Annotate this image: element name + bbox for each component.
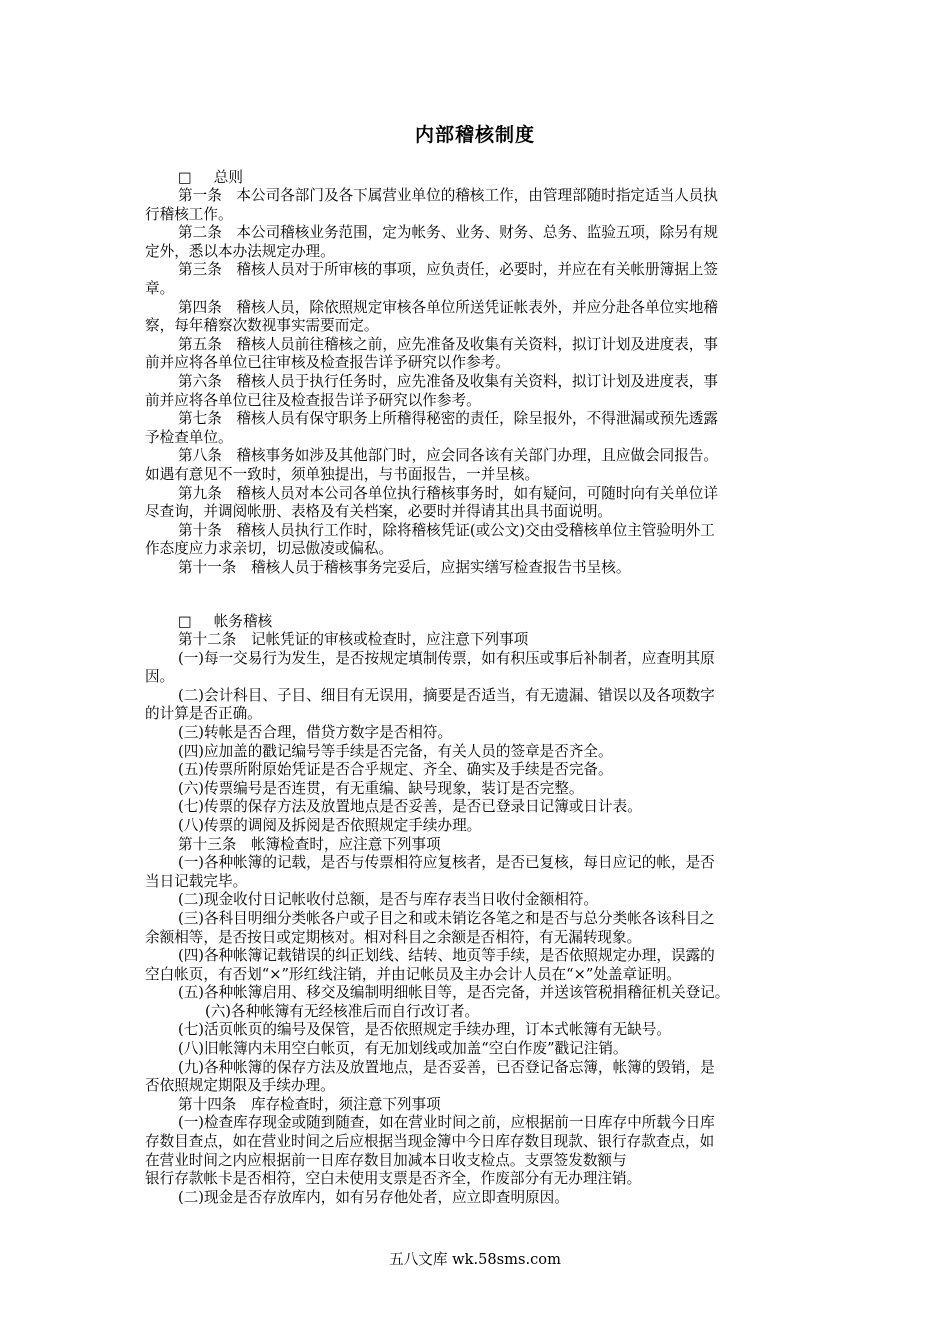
section-accounting-audit bbox=[145, 612, 810, 1207]
section-heading-text: 总则 bbox=[213, 169, 243, 186]
section-heading-accounting bbox=[145, 612, 810, 631]
article-line: 第八条 稽核事务如涉及其他部门时，应会同各该有关部门办理，且应做会同报告。 bbox=[178, 447, 718, 465]
item-line: (二)现金是否存放库内，如有另存他处者，应立即查明原因。 bbox=[178, 1188, 569, 1206]
article-line: 第二条 本公司稽核业务范围，定为帐务、业务、财务、总务、监验五项，除另有规 bbox=[178, 224, 718, 242]
checkbox-square-icon: □ bbox=[178, 613, 192, 630]
article-line: 第九条 稽核人员对本公司各单位执行稽核事务时，如有疑问，可随时向有关单位详 bbox=[178, 484, 718, 502]
item-line: (三)各科目明细分类帐各户或子目之和或未销讫各笔之和是否与总分类帐各该科目之 bbox=[178, 909, 715, 927]
article-line: 第三条 稽核人员对于所审核的事项，应负责任，必要时，并应在有关帐册簿据上签 bbox=[178, 261, 718, 279]
section-heading-text: 帐务稽核 bbox=[213, 613, 273, 630]
item-line: 存数目查点，如在营业时间之后应根据当现金簿中今日库存数目现款、银行存款查点，如 bbox=[145, 1133, 715, 1151]
article-line: 予检查单位。 bbox=[145, 428, 233, 446]
item-line: (九)各种帐簿的保存方法及放置地点，是否妥善，已否登记备忘簿，帐簿的毁销，是 bbox=[178, 1058, 715, 1076]
article-line: 前并应将各单位已往及检查报告详予研究以作参考。 bbox=[145, 391, 481, 409]
section-heading-general bbox=[145, 168, 810, 187]
item-line: (八)传票的调阅及拆阅是否依照规定手续办理。 bbox=[178, 816, 482, 834]
article-line: 第六条 稽核人员于执行任务时，应先准备及收集有关资料，拟订计划及进度表，事 bbox=[178, 372, 718, 390]
article-line: 第十二条 记帐凭证的审核或检查时，应注意下列事项 bbox=[178, 631, 529, 648]
item-line: 银行存款帐卡是否相符，空白未使用支票是否齐全，作废部分有无办理注销。 bbox=[145, 1170, 642, 1188]
article-line: 第七条 稽核人员有保守职务上所稽得秘密的责任，除呈报外，不得泄漏或预先透露 bbox=[178, 410, 718, 428]
item-line: (一)检查库存现金或随到随查，如在营业时间之前，应根据前一日库存中所载今日库 bbox=[178, 1114, 715, 1132]
item-line: (四)各种帐簿记载错误的纠正划线、结转、地页等手续，是否依照规定办理，误露的 bbox=[178, 947, 715, 965]
item-line: (二)会计科目、子目、细目有无误用，摘要是否适当，有无遗漏、错误以及各项数字 bbox=[178, 686, 715, 704]
item-line: (二)现金收付日记帐收付总额，是否与库存表当日收付金额相符。 bbox=[178, 891, 599, 909]
article-line: 察，每年稽察次数视事实需要而定。 bbox=[145, 317, 379, 335]
article-line: 第十三条 帐簿检查时，应注意下列事项 bbox=[178, 835, 441, 853]
item-line: (一)每一交易行为发生，是否按规定填制传票，如有积压或事后补制者，应查明其原 bbox=[178, 649, 715, 667]
article-line: 作态度应力求亲切，切忌傲凌或偏私。 bbox=[145, 540, 394, 558]
article-line: 行稽核工作。 bbox=[145, 205, 233, 223]
item-line: 否依照规定期限及手续办理。 bbox=[145, 1077, 335, 1095]
article-line: 第五条 稽核人员前往稽核之前，应先准备及收集有关资料，拟订计划及进度表，事 bbox=[178, 335, 718, 353]
item-line: (四)应加盖的戳记编号等手续是否完备，有关人员的签章是否齐全。 bbox=[178, 742, 613, 760]
article-line: 前并应将各单位已往审核及检查报告详予研究以作参考。 bbox=[145, 354, 510, 372]
article-line: 章。 bbox=[145, 279, 175, 297]
item-line: (一)各种帐簿的记载，是否与传票相符应复核者，是否已复核，每日应记的帐，是否 bbox=[178, 854, 715, 872]
article-line: 第十一条 稽核人员于稽核事务完妥后，应据实缮写检查报告书呈核。 bbox=[178, 558, 631, 576]
item-line: (六)传票编号是否连贯，有无重编、缺号现象，装订是否完整。 bbox=[178, 779, 584, 797]
item-line: 的计算是否正确。 bbox=[145, 705, 262, 723]
article-line: 尽查询，并调阅帐册、表格及有关档案，必要时并得请其出具书面说明。 bbox=[145, 503, 613, 521]
page-footer: 五八文库 wk.58sms.com bbox=[389, 1251, 561, 1268]
item-line: 空白帐页，有否划“×”形红线注销，并由记帐员及主办会计人员在“×”处盖章证明。 bbox=[145, 965, 681, 983]
article-line: 第一条 本公司各部门及各下属营业单位的稽核工作，由管理部随时指定适当人员执 bbox=[178, 187, 718, 204]
document-title: 内部稽核制度 bbox=[414, 124, 535, 146]
item-line: (八)旧帐簿内未用空白帐页，有无加划线或加盖“空白作废”戳记注销。 bbox=[178, 1040, 628, 1058]
article-line: 定外，悉以本办法规定办理。 bbox=[145, 242, 335, 260]
item-line: (六)各种帐簿有无经核准后而自行改订者。 bbox=[205, 1002, 480, 1020]
item-line: (七)活页帐页的编号及保管，是否依照规定手续办理，订本式帐簿有无缺号。 bbox=[178, 1021, 671, 1039]
item-line: (三)转帐是否合理，借贷方数字是否相符。 bbox=[178, 723, 453, 741]
item-line: 因。 bbox=[145, 668, 175, 686]
item-line: (五)传票所附原始凭证是否合乎规定、齐全、确实及手续是否完备。 bbox=[178, 761, 613, 779]
item-line: 余额相等，是否按日或定期核对。相对科目之余额是否相符，有无漏转现象。 bbox=[145, 928, 642, 946]
item-line: (七)传票的保存方法及放置地点是否妥善，是否已登录日记簿或日计表。 bbox=[178, 798, 642, 816]
section-general bbox=[145, 168, 810, 577]
item-line: 当日记载完毕。 bbox=[145, 872, 248, 890]
article-line: 如遇有意见不一致时，须单独提出，与书面报告，一并呈核。 bbox=[145, 465, 540, 483]
article-line: 第四条 稽核人员，除依照规定审核各单位所送凭证帐表外，并应分赴各单位实地稽 bbox=[178, 298, 718, 316]
checkbox-square-icon: □ bbox=[178, 169, 192, 186]
item-line: 在营业时间之内应根据前一日库存数目加减本日收支检点。支票签发数额与 bbox=[145, 1151, 627, 1169]
article-line: 第十四条 库存检查时，须注意下列事项 bbox=[178, 1095, 441, 1113]
article-line: 第十条 稽核人员执行工作时，除将稽核凭证(或公文)交由受稽核单位主管验明外工 bbox=[178, 521, 715, 539]
item-line: (五)各种帐簿启用、移交及编制明细帐目等，是否完备，并送该管税捐稽征机关登记。 bbox=[178, 984, 730, 1002]
